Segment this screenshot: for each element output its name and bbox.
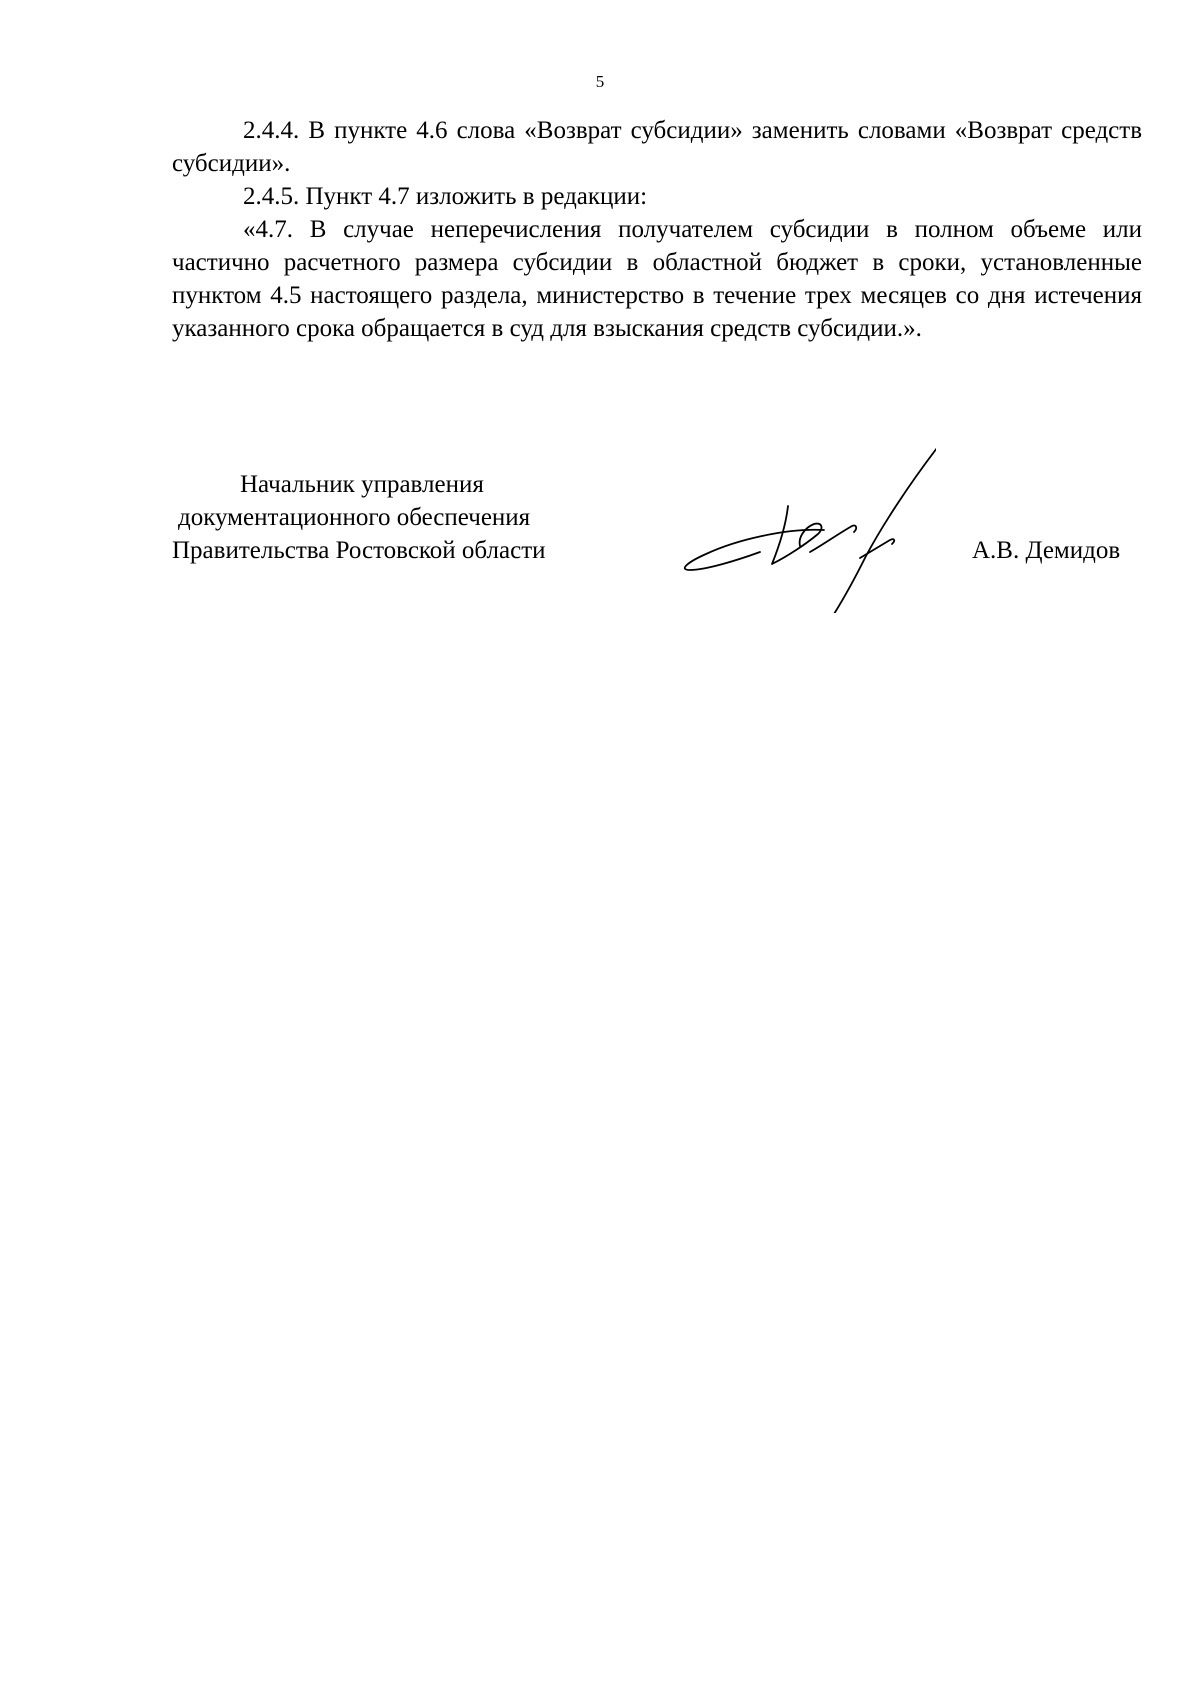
document-body: [172, 114, 1142, 345]
position-line-3: Правительства Ростовской области: [172, 537, 546, 564]
paragraph-4-7-quote: «4.7. В случае неперечисления получателем субсидии в полном объеме или частично расчетного размера субсидии в областной бюджет в сроки, установленные пунктом 4.5 настоящего раздела, министерство в течение трех месяцев со дня истечения указанного срока обращается в суд для взыскания средств субсидии.».: [172, 216, 1142, 342]
paragraph-2-4-5: 2.4.5. Пункт 4.7 изложить в редакции:: [243, 183, 648, 210]
signatory-position: [172, 468, 612, 567]
position-line-1: Начальник управления: [240, 471, 484, 498]
page-number: 5: [595, 72, 605, 91]
signer-name: А.В. Демидов: [972, 537, 1121, 564]
position-line-2: документационного обеспечения: [178, 504, 531, 531]
paragraph-2-4-4: 2.4.4. В пункте 4.6 слова «Возврат субсидии» заменить словами «Возврат средств субсидии».: [172, 117, 1142, 177]
handwritten-signature: [676, 448, 936, 613]
